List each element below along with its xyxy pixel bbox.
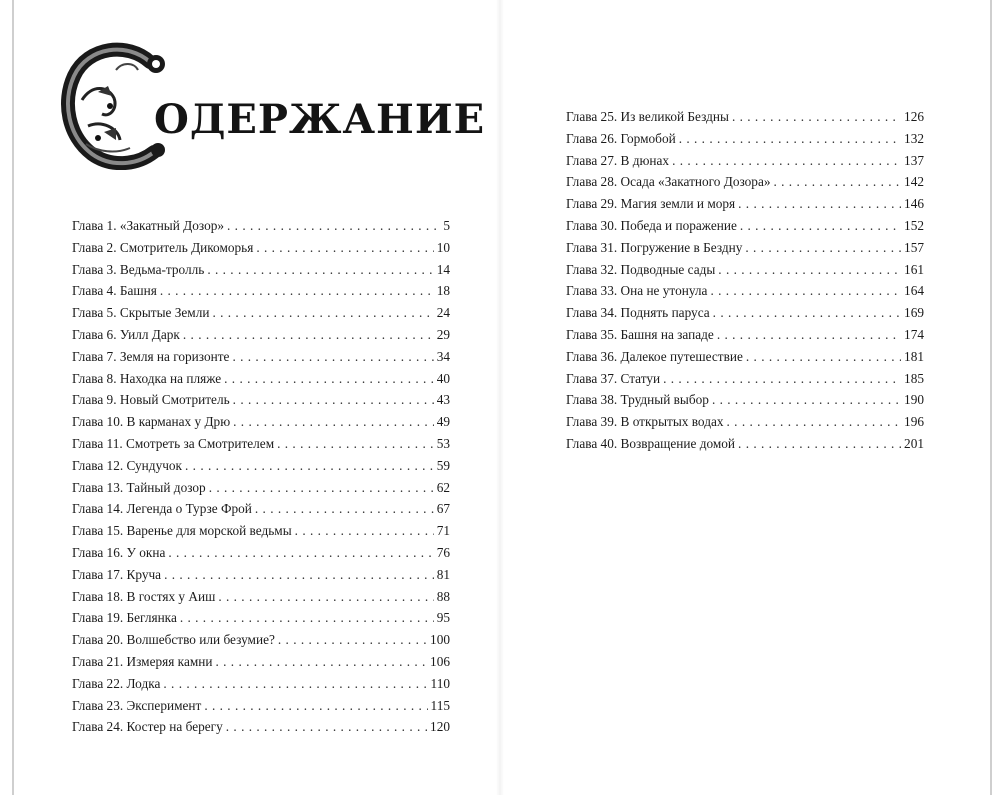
dot-leader bbox=[168, 542, 433, 564]
page-number: 174 bbox=[904, 326, 924, 342]
page-number: 76 bbox=[436, 544, 450, 560]
dot-leader bbox=[295, 520, 434, 542]
page-number: 100 bbox=[430, 632, 450, 648]
toc-entry bbox=[566, 389, 924, 411]
toc-entry bbox=[566, 128, 924, 150]
toc-entry bbox=[72, 520, 450, 542]
dot-leader bbox=[163, 673, 427, 695]
toc-entry bbox=[566, 302, 924, 324]
page-number: 120 bbox=[430, 719, 450, 735]
page-number: 24 bbox=[436, 305, 450, 321]
dot-leader bbox=[717, 324, 901, 346]
page-number: 185 bbox=[904, 370, 924, 386]
chapter-title: Глава 30. Победа и поражение bbox=[566, 217, 737, 233]
dot-leader bbox=[226, 716, 427, 738]
page-number: 196 bbox=[904, 414, 924, 430]
chapter-title: Глава 7. Земля на горизонте bbox=[72, 348, 230, 364]
page-number: 137 bbox=[904, 152, 924, 168]
toc-entry bbox=[72, 498, 450, 520]
chapter-title: Глава 14. Легенда о Турзе Фрой bbox=[72, 501, 252, 517]
chapter-title: Глава 10. В карманах у Дрю bbox=[72, 414, 231, 430]
chapter-title: Глава 6. Уилл Дарк bbox=[72, 326, 180, 342]
page-number: 190 bbox=[904, 392, 924, 408]
page-number: 29 bbox=[436, 326, 450, 342]
dot-leader bbox=[209, 477, 434, 499]
toc-entry bbox=[566, 193, 924, 215]
chapter-title: Глава 5. Скрытые Земли bbox=[72, 305, 210, 321]
chapter-title: Глава 28. Осада «Закатного Дозора» bbox=[566, 174, 771, 190]
dot-leader bbox=[232, 346, 433, 368]
page-number: 43 bbox=[436, 392, 450, 408]
dot-leader bbox=[740, 215, 901, 237]
page-number: 67 bbox=[436, 501, 450, 517]
chapter-title: Глава 4. Башня bbox=[72, 283, 157, 299]
dot-leader bbox=[204, 695, 427, 717]
dot-leader bbox=[672, 150, 901, 172]
chapter-title: Глава 20. Волшебство или безумие? bbox=[72, 632, 275, 648]
toc-entry bbox=[72, 389, 450, 411]
chapter-title: Глава 25. Из великой Бездны bbox=[566, 109, 729, 124]
page-number: 18 bbox=[436, 283, 450, 299]
page-number: 169 bbox=[904, 305, 924, 321]
toc-entry bbox=[72, 695, 450, 717]
title-text: ОДЕРЖАНИЕ bbox=[154, 96, 486, 143]
chapter-title: Глава 35. Башня на западе bbox=[566, 326, 714, 342]
page-number: 181 bbox=[904, 348, 924, 364]
chapter-title: Глава 23. Эксперимент bbox=[72, 697, 202, 713]
toc-entry bbox=[72, 302, 450, 324]
dot-leader bbox=[255, 498, 434, 520]
page-number: 34 bbox=[436, 348, 450, 364]
dot-leader bbox=[713, 302, 901, 324]
toc-entry bbox=[566, 411, 924, 433]
dot-leader bbox=[738, 193, 901, 215]
dot-leader bbox=[224, 368, 434, 390]
dot-leader bbox=[212, 302, 433, 324]
chapter-title: Глава 12. Сундучок bbox=[72, 457, 183, 473]
toc-entry bbox=[566, 237, 924, 259]
dot-leader bbox=[160, 280, 434, 302]
toc-entry bbox=[72, 280, 450, 302]
dot-leader bbox=[738, 433, 901, 455]
dot-leader bbox=[180, 607, 434, 629]
dot-leader bbox=[732, 106, 901, 128]
dot-leader bbox=[745, 237, 901, 259]
toc-entry bbox=[72, 673, 450, 695]
toc-entry bbox=[72, 716, 450, 738]
dot-leader bbox=[277, 433, 434, 455]
toc-entry bbox=[566, 433, 924, 455]
page-number: 49 bbox=[436, 414, 450, 430]
toc-entry bbox=[566, 215, 924, 237]
toc-entry bbox=[72, 346, 450, 368]
chapter-title: Глава 18. В гостях у Аиш bbox=[72, 588, 216, 604]
toc-entry bbox=[72, 651, 450, 673]
chapter-title: Глава 24. Костер на берегу bbox=[72, 719, 223, 735]
chapter-title: Глава 8. Находка на пляже bbox=[72, 370, 222, 386]
chapter-title: Глава 11. Смотреть за Смотрителем bbox=[72, 435, 275, 451]
dot-leader bbox=[185, 455, 434, 477]
page-number: 110 bbox=[430, 675, 450, 691]
toc-entry bbox=[72, 433, 450, 455]
chapter-title: Глава 15. Варенье для морской ведьмы bbox=[72, 523, 292, 539]
toc-left-column bbox=[72, 215, 450, 738]
page-number: 88 bbox=[436, 588, 450, 604]
page-title bbox=[58, 40, 486, 170]
page-number: 71 bbox=[436, 523, 450, 539]
toc-entry bbox=[566, 368, 924, 390]
page-number: 115 bbox=[430, 697, 450, 713]
page-number: 14 bbox=[436, 261, 450, 277]
toc-entry bbox=[72, 607, 450, 629]
toc-entry bbox=[566, 171, 924, 193]
dot-leader bbox=[774, 171, 902, 193]
dot-leader bbox=[164, 564, 434, 586]
chapter-title: Глава 21. Измеряя камни bbox=[72, 653, 213, 669]
toc-entry bbox=[566, 259, 924, 281]
dot-leader bbox=[216, 651, 428, 673]
page-number: 53 bbox=[436, 435, 450, 451]
chapter-title: Глава 32. Подводные сады bbox=[566, 261, 716, 277]
chapter-title: Глава 9. Новый Смотритель bbox=[72, 392, 230, 408]
chapter-title: Глава 16. У окна bbox=[72, 544, 166, 560]
page-number: 126 bbox=[904, 109, 924, 124]
toc-entry bbox=[72, 324, 450, 346]
chapter-title: Глава 33. Она не утонула bbox=[566, 283, 708, 299]
chapter-title: Глава 13. Тайный дозор bbox=[72, 479, 206, 495]
chapter-title: Глава 36. Далекое путешествие bbox=[566, 348, 743, 364]
page-number: 5 bbox=[443, 218, 450, 233]
toc-entry bbox=[566, 150, 924, 172]
page-edge-right bbox=[990, 0, 992, 795]
dot-leader bbox=[727, 411, 902, 433]
page-number: 146 bbox=[904, 196, 924, 212]
page-number: 152 bbox=[904, 217, 924, 233]
chapter-title: Глава 27. В дюнах bbox=[566, 152, 670, 168]
page-number: 81 bbox=[436, 566, 450, 582]
toc-entry bbox=[72, 477, 450, 499]
chapter-title: Глава 1. «Закатный Дозор» bbox=[72, 218, 225, 233]
dot-leader bbox=[233, 411, 434, 433]
toc-entry bbox=[72, 368, 450, 390]
chapter-title: Глава 39. В открытых водах bbox=[566, 414, 724, 430]
toc-entry bbox=[72, 542, 450, 564]
chapter-title: Глава 38. Трудный выбор bbox=[566, 392, 709, 408]
page-number: 106 bbox=[430, 653, 450, 669]
toc-entry bbox=[72, 237, 450, 259]
toc-right-column bbox=[566, 106, 924, 455]
chapter-title: Глава 22. Лодка bbox=[72, 675, 161, 691]
toc-entry bbox=[72, 215, 450, 237]
dot-leader bbox=[712, 389, 901, 411]
page-number: 40 bbox=[436, 370, 450, 386]
toc-entry bbox=[72, 564, 450, 586]
toc-entry bbox=[72, 586, 450, 608]
dot-leader bbox=[710, 280, 901, 302]
chapter-title: Глава 19. Беглянка bbox=[72, 610, 177, 626]
dot-leader bbox=[679, 128, 901, 150]
toc-entry bbox=[566, 106, 924, 128]
dot-leader bbox=[663, 368, 901, 390]
dot-leader bbox=[718, 259, 901, 281]
page-number: 161 bbox=[904, 261, 924, 277]
chapter-title: Глава 3. Ведьма-тролль bbox=[72, 261, 205, 277]
chapter-title: Глава 37. Статуи bbox=[566, 370, 661, 386]
page-number: 10 bbox=[436, 239, 450, 255]
chapter-title: Глава 2. Смотритель Дикоморья bbox=[72, 239, 254, 255]
dot-leader bbox=[183, 324, 434, 346]
chapter-title: Глава 17. Круча bbox=[72, 566, 162, 582]
toc-entry bbox=[72, 629, 450, 651]
chapter-title: Глава 34. Поднять паруса bbox=[566, 305, 710, 321]
page-number: 201 bbox=[904, 435, 924, 451]
page-number: 95 bbox=[436, 610, 450, 626]
page-number: 132 bbox=[904, 130, 924, 146]
dot-leader bbox=[278, 629, 427, 651]
page-number: 62 bbox=[436, 479, 450, 495]
page-number: 142 bbox=[904, 174, 924, 190]
dot-leader bbox=[207, 259, 433, 281]
chapter-title: Глава 26. Гормобой bbox=[566, 130, 676, 146]
page-number: 157 bbox=[904, 239, 924, 255]
toc-entry bbox=[566, 324, 924, 346]
dot-leader bbox=[218, 586, 433, 608]
dot-leader bbox=[256, 237, 433, 259]
dot-leader bbox=[746, 346, 901, 368]
chapter-title: Глава 40. Возвращение домой bbox=[566, 435, 736, 451]
dot-leader bbox=[227, 215, 440, 237]
chapter-title: Глава 31. Погружение в Бездну bbox=[566, 239, 743, 255]
toc-entry bbox=[72, 411, 450, 433]
page-number: 164 bbox=[904, 283, 924, 299]
book-gutter bbox=[496, 0, 504, 795]
toc-entry bbox=[566, 346, 924, 368]
page-number: 59 bbox=[436, 457, 450, 473]
chapter-title: Глава 29. Магия земли и моря bbox=[566, 196, 736, 212]
toc-entry bbox=[566, 280, 924, 302]
dot-leader bbox=[233, 389, 434, 411]
toc-entry bbox=[72, 455, 450, 477]
toc-entry bbox=[72, 259, 450, 281]
page-edge-left bbox=[12, 0, 14, 795]
